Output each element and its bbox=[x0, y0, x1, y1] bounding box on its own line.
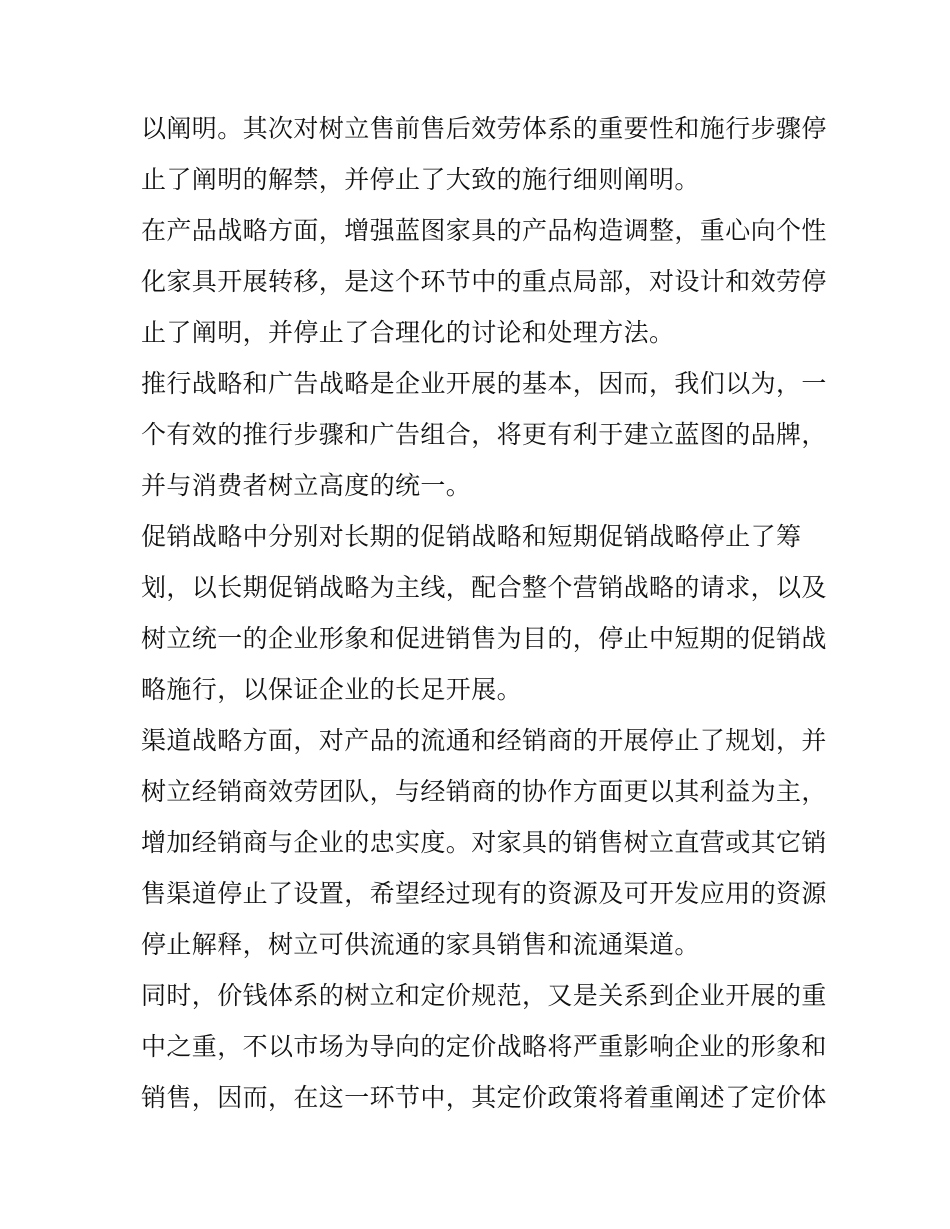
text-line: 止了阐明，并停止了合理化的讨论和处理方法。 bbox=[141, 318, 675, 347]
text-line: 略施行，以保证企业的长足开展。 bbox=[141, 675, 523, 704]
text-line: 售渠道停止了设置，希望经过现有的资源及可开发应用的资源 bbox=[141, 879, 827, 908]
text-line: 划，以长期促销战略为主线，配合整个营销战略的请求，以及 bbox=[141, 573, 827, 602]
text-line: 个有效的推行步骤和广告组合，将更有利于建立蓝图的品牌， bbox=[141, 420, 827, 449]
text-line: 中之重，不以市场为导向的定价战略将严重影响企业的形象和 bbox=[141, 1032, 827, 1061]
text-line: 树立经销商效劳团队，与经销商的协作方面更以其利益为主， bbox=[141, 777, 827, 806]
text-line: 并与消费者树立高度的统一。 bbox=[141, 471, 472, 500]
body-text bbox=[141, 103, 827, 1123]
text-line: 渠道战略方面，对产品的流通和经销商的开展停止了规划，并 bbox=[141, 726, 827, 755]
text-line: 在产品战略方面，增强蓝图家具的产品构造调整，重心向个性 bbox=[141, 216, 827, 245]
text-line: 树立统一的企业形象和促进销售为目的，停止中短期的促销战 bbox=[141, 624, 827, 653]
text-line: 停止解释，树立可供流通的家具销售和流通渠道。 bbox=[141, 930, 700, 959]
text-line: 化家具开展转移，是这个环节中的重点局部，对设计和效劳停 bbox=[141, 267, 827, 296]
text-line: 促销战略中分别对长期的促销战略和短期促销战略停止了筹 bbox=[141, 522, 802, 551]
text-line: 增加经销商与企业的忠实度。对家具的销售树立直营或其它销 bbox=[141, 828, 827, 857]
text-line: 止了阐明的解禁，并停止了大致的施行细则阐明。 bbox=[141, 165, 700, 194]
text-line: 同时，价钱体系的树立和定价规范，又是关系到企业开展的重 bbox=[141, 981, 827, 1010]
text-line: 以阐明。其次对树立售前售后效劳体系的重要性和施行步骤停 bbox=[141, 114, 827, 143]
text-line: 销售，因而，在这一环节中，其定价政策将着重阐述了定价体 bbox=[141, 1083, 827, 1112]
text-line: 推行战略和广告战略是企业开展的基本，因而，我们以为，一 bbox=[141, 369, 827, 398]
